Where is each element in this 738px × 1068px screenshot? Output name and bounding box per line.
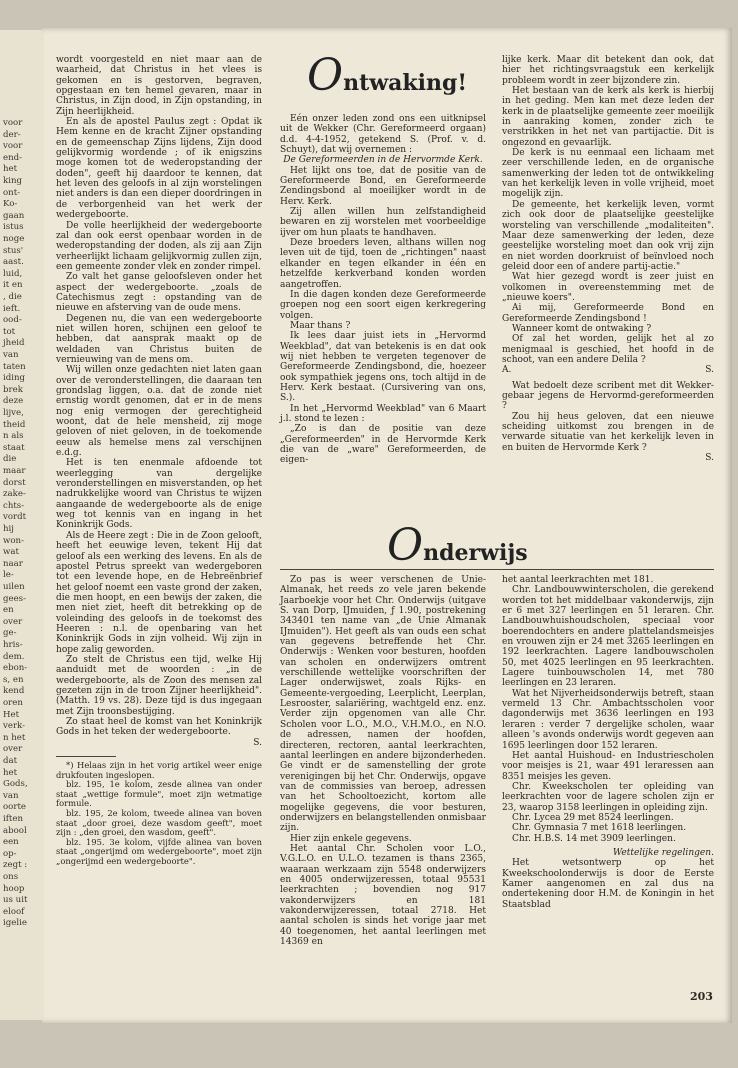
facing-page-fragment: staat [3, 442, 25, 453]
facing-page-fragment: n als [3, 431, 24, 442]
facing-page-edge [0, 30, 43, 1020]
paragraph: lijke kerk. Maar dit betekent dan ook, dat hier het richtingsvraagstuk een kerkelijk probleem wordt in zeer bijzondere zin. [502, 55, 714, 86]
facing-page-fragment: die [3, 454, 17, 465]
paragraph: Wanneer komt de ontwaking ? [512, 323, 652, 334]
signature: S. [253, 737, 262, 748]
paragraph: Hier zijn enkele gegevens. [290, 833, 412, 844]
onderwijs-heading: Onderwijs [387, 520, 528, 571]
signature: S. [705, 453, 714, 464]
facing-page-fragment: over [3, 616, 23, 627]
facing-page-fragment: wat [3, 547, 19, 558]
footnote-rule [56, 756, 116, 757]
facing-page-fragment: van [3, 350, 19, 360]
onderwijs-column-2 [502, 575, 714, 910]
facing-page-fragment: igelie [3, 918, 27, 929]
paragraph: Het aantal Huishoud- en Industriescholen voor meisjes is 21, waar 491 leraressen aan 8351 meisjes les geven. [502, 750, 714, 782]
facing-page-fragment: kend [3, 686, 25, 697]
facing-page-fragment: iding [3, 373, 26, 384]
facing-page-fragment: uilen [3, 582, 25, 592]
paragraph: Deze broeders leven, althans willen nog leven uit de tijd, toen de „richtingen" naast elkander en tegen elkander in één en hetzelfde kerkverband konden worden aangetroffen. [280, 238, 486, 290]
paragraph: Het is ten enenmale afdoende tot weerlegging van dergelijke veronderstellingen en misverstanden, op het nadrukkelijke woord van Christus te wijzen aangaande de wedergeboorte als de enige weg tot kennis van en ingang in het Koninkrijk Gods. [56, 458, 262, 531]
paragraph: wordt voorgesteld en niet maar aan de waarheid, dat Christus in het vlees is gekomen en is gestorven, begraven, opgestaan en ten hemel gevaren, maar in Christus, in Zijn dood, in Zijn opstanding, in Zijn heerlijkheid. [56, 55, 262, 117]
paragraph: Ai mij, Gereformeerde Bond en Gereformeerde Zendingsbond ! [502, 303, 714, 324]
paragraph: Maar thans ? [290, 320, 351, 331]
facing-page-fragment: ood- [3, 315, 22, 326]
paragraph: De volle heerlijkheid der wedergeboorte zal dan ook eerst openbaar worden in de wederopstanding der doden, als zij aan Zijn verheerlijkt lichaam gelijkvormig zullen zijn, een gemeente zonder vlek en zonder rimpel. [56, 220, 262, 272]
paragraph: Zou hij heus geloven, dat een nieuwe scheiding uitkomst zou brengen in de verwarde situatie van het kerkelijk leven in en buiten de Hervormde Kerk ? [502, 411, 714, 453]
paragraph: En als de apostel Paulus zegt : Opdat ik Hem kenne en de kracht Zijner opstanding en de gemeenschap Zijns lijdens, Zijn dood gelijkvormig wordende ; of ik enigszins moge komen tot de wederopstanding der doden", geeft hij daardoor te kennen, dat het leven des geloofs in al zijn worstelingen niet anders is dan een dieper doordringen in de verborgenheid van het werk der wedergeboorte. [56, 117, 262, 221]
facing-page-fragment: le- [3, 570, 14, 581]
footnote: blz. 195, 1e kolom, zesde alinea van onder staat „wettige formule", moet zijn wetmatige formule. [56, 779, 262, 809]
facing-page-fragment: luid, [3, 268, 23, 279]
facing-page-fragment: ont- [3, 187, 21, 198]
paragraph: Het aantal Chr. Scholen voor L.O., V.G.L.O. en U.L.O. tezamen is thans 2365, waaraan werkzaam zijn 5548 onderwijzers en 4005 onderwijzeressen, totaal 95531 leerkrachten ; bovendien nog 917 vakonderwijzers en 181 vakonderwijzeressen, totaal 2718. Het aantal scholen is sinds het vorige jaar met 40 toegenomen, het aantal leerlingen met 14369 en [280, 843, 486, 948]
paragraph: Wat het Nijverheidsonderwijs betreft, staan vermeld 13 Chr. Ambachtsscholen voor dagonderwijs met 3636 leerlingen en 193 leraren : verder 7 dergelijke scholen, waar alleen 's avonds onderwijs wordt gegeven aan 1695 leerlingen door 152 leraren. [502, 688, 714, 751]
facing-page-fragment: it en [3, 280, 23, 291]
paragraph: In die dagen konden deze Gereformeerde groepen nog een soort eigen kerkregering volgen. [280, 289, 486, 321]
facing-page-fragment: n het [3, 732, 26, 743]
facing-page-fragment: voor [3, 118, 23, 128]
facing-page-fragment: theid [3, 419, 26, 430]
facing-page-fragment: ebon- [3, 663, 28, 674]
facing-page-fragment: het [3, 767, 18, 778]
paragraph: Chr. Kweekscholen ter opleiding van leerkrachten voor de lagere scholen zijn er 23, waarop 3158 leerlingen in opleiding zijn. [502, 781, 714, 813]
facing-page-fragment: end- [3, 152, 23, 163]
statistic-line: Chr. Gymnasia 7 met 1618 leerlingen. [512, 823, 687, 834]
facing-page-fragment: der- [3, 129, 21, 140]
paragraph: Eén onzer leden zond ons een uitknipsel uit de Wekker (Chr. Gereformeerd orgaan) d.d. 4-4-1952, getekend S. (Prof. v. d. Schuyt), dat wij overnemen : [280, 114, 486, 156]
facing-page-fragment: hris- [3, 640, 23, 650]
facing-page-fragment: ons [3, 872, 19, 882]
paragraph: Zo staat heel de komst van het Koninkrijk Gods in het teken der wedergeboorte. [56, 717, 262, 738]
paragraph: Als de Heere zegt : Die in de Zoon gelooft, heeft het eeuwige leven, tekent Hij dat geloof als een werking des levens. En als de apostel Petrus spreekt van wedergeboren tot een levende hope, en de Hebreënbrief het geloof noemt een vaste grond der zaken, die men hoopt, en een bewijs der zaken, die men niet ziet, heeft dit betrekking op de voleinding des geloofs in de toekomst des Heeren : n.l. de openbaring van het Koninkrijk Gods in zijn volheid. Wij zijn in hope zalig geworden. [56, 530, 262, 655]
paragraph: In het „Hervormd Weekblad" van 6 Maart j.l. stond te lezen : [280, 403, 486, 424]
facing-page-fragment: s, en [3, 674, 24, 685]
facing-page-fragment: over [3, 744, 23, 755]
facing-page-fragment: tot [3, 326, 16, 337]
page-number: 203 [690, 990, 713, 1003]
facing-page-fragment: zake- [3, 489, 26, 500]
article-column-1 [56, 55, 262, 867]
facing-page-fragment: op- [3, 848, 17, 859]
facing-page-fragment: hij [3, 524, 14, 534]
signature: A. S. [502, 365, 714, 376]
facing-page-fragment: king [3, 176, 22, 186]
paragraph: „Zo is dan de positie van deze „Gereformeerden" in de Hervormde Kerk die van de „ware" Gereformeerden, de eigen- [280, 424, 486, 466]
facing-page-fragment: Gods, [3, 779, 28, 790]
statistic-line: Chr. Lycea 29 met 8524 leerlingen. [512, 812, 674, 823]
paragraph: Zij allen willen hun zelfstandigheid bewaren en zij worstelen met voorbeeldige ijver om hun plaats te handhaven. [280, 207, 486, 238]
footnote: blz. 195. 3e kolom, vijfde alinea van boven staat „ongerijmd om wedergeboorte", moet zijn „ongerijmd een wedergeboorte". [56, 836, 262, 866]
paragraph: Het wetsontwerp op het Kweekschoolonderwijs is door de Eerste Kamer aangenomen en zal dus na ondertekening door H.M. de Koningin in het Staatsblad [502, 858, 714, 910]
facing-page-fragment: aast. [3, 257, 24, 268]
facing-page-fragment: won- [3, 535, 24, 546]
facing-page-fragment: taten [3, 361, 26, 372]
paragraph: Het bestaan van de kerk als kerk is hierbij in het geding. Men kan met deze leden der kerk in de plaatselijke gemeente zeer moeilijk in aanraking komen, zonder zich te verstrikken in het net van partijactie. Dit is ongezond en gevaarlijk. [502, 86, 714, 148]
footnote: *) Helaas zijn in het vorig artikel weer enige drukfouten ingeslopen. [56, 760, 262, 780]
ontwaking-heading: Ontwaking! [307, 50, 468, 101]
facing-page-fragment: eloof [3, 906, 25, 917]
facing-page-fragment: jheid [3, 338, 25, 349]
facing-page-fragment: een [3, 837, 19, 848]
facing-page-fragment: ge- [3, 628, 17, 639]
paragraph: De Gereformeerden in de Hervormde Kerk. [283, 155, 483, 166]
facing-page-fragment: gees- [3, 593, 26, 604]
statistic-line: Chr. H.B.S. 14 met 3909 leerlingen. [512, 833, 676, 844]
facing-page-fragment: stus' [3, 245, 24, 256]
paragraph: Zo stelt de Christus een tijd, welke Hij aanduidt met de woorden : „in de wedergeboorte, als de Zoon des mensen zal gezeten zijn in de troon Zijner heerlijkheid". (Matth. 19 vs. 28). Deze tijd is dus ingegaan met Zijn troonsbestijging. [56, 654, 262, 717]
facing-page-fragment: lijve, [3, 408, 24, 418]
magazine-page [42, 28, 732, 1023]
paragraph: Degenen nu, die van een wedergeboorte niet willen horen, schijnen een geloof te hebben, dat aansprak maakt op de weldaden van Christus buiten de vernieuwing van de mens om. [56, 313, 262, 365]
facing-page-fragment: Ko- [3, 199, 18, 210]
paragraph: het aantal leerkrachten met 181. [502, 575, 654, 585]
paragraph: Wij willen onze gedachten niet laten gaan over de veronderstellingen, die daaraan ten grondslag liggen, o.a. dat de zonde niet ernstig wordt genomen, dat er in de mens nog enig vermogen der gerechtigheid woont, dat de hele mensheid, zij moge geloven of niet geloven, in de toekomende eeuw als hemelse mens zal verschijnen e.d.g. [56, 365, 262, 459]
facing-page-fragment: brek [3, 384, 23, 395]
paragraph: Wat hier gezegd wordt is zeer juist en volkomen in overeenstemming met de „nieuwe koers". [502, 272, 714, 303]
onderwijs-column-1 [280, 575, 486, 947]
facing-page-fragment: , die [3, 292, 22, 302]
paragraph: Zo valt het ganse geloofsleven onder het aspect der wedergeboorte. „zoals de Catechismus zegt : opstanding van de nieuwe en afsterving van de oude mens. [56, 272, 262, 314]
facing-page-fragment: ieft. [3, 303, 21, 314]
facing-page-fragment: zegt : [3, 860, 28, 871]
footnote: blz. 195, 2e kolom, tweede alinea van boven staat „door groei, deze wasdom geeft", moet zijn : „den groei, den wasdom, geeft". [56, 808, 262, 838]
facing-page-fragment: oren [3, 698, 23, 708]
paragraph: Het lijkt ons toe, dat de positie van de Gereformeerde Bond, en Gereformeerde Zendingsbond al moeilijker wordt in de Herv. Kerk. [280, 165, 486, 207]
facing-page-fragment: noge [3, 234, 25, 244]
facing-page-fragment: dem. [3, 651, 25, 662]
paragraph: Chr. Landbouwwinterscholen, die gerekend worden tot het middelbaar vakonderwijs, zijn er 6 met 327 leerlingen en 51 leraren. Chr. Landbouwhuishoudscholen, speciaal voor boerendochters en andere plattelandsmeisjes en vrouwen zijn er 24 met 3265 leerlingen en 192 leerkrachten. Lagere landbouwscholen 50, met 4025 leerlingen en 95 leerkrachten. Lagere tuinbouwscholen 14, met 780 leerlingen en 23 leraren. [502, 585, 714, 689]
subheading: Wettelijke regelingen. [612, 847, 714, 858]
facing-page-fragment: hoop [3, 883, 25, 894]
facing-page-fragment: us uit [3, 895, 28, 906]
facing-page-fragment: dorst [3, 477, 26, 488]
facing-page-fragment: voor [3, 141, 23, 152]
facing-page-fragment: gaan [3, 210, 25, 221]
paragraph: Zo pas is weer verschenen de Unie-Almanak, het reeds zo vele jaren bekende Jaarboekje voor het Chr. Onderwijs (uitgave S. van Dorp, IJmuiden, ƒ 1.90, postrekening 343401 ten name van „de Unie Almanak IJmuiden"). Het geeft als van ouds een schat van gegevens betreffende het Chr. Onderwijs : Wenken voor besturen, hoofden van scholen en onderwijzers omtrent verschillende wettelijke voorschriften der Lager onderwijswet, zoals Rijks- en Gemeente-vergoeding, Leerplicht, Leerplan, Lesrooster, salariëring, wachtgeld enz. enz. Verder zijn opgenomen van alle Chr. Scholen voor L.O., M.O., V.H.M.O., en N.O. de adressen, namen der hoofden, directeren, rectoren, aantal leerkrachten, aantal leerlingen en andere bijzonderheden. Ge vindt er de samenstelling der grote verenigingen bij het Chr. Onderwijs, opgave van de commissies van beroep, adressen van het Schooltoezicht, kortom alle mogelijke gegevens, die voor besturen, onderwijzers en belangstellenden onmisbaar zijn. [280, 575, 486, 834]
facing-page-fragment: dat [3, 756, 18, 766]
facing-page-fragment: abool [3, 825, 27, 836]
facing-page-fragment: iften [3, 814, 24, 824]
facing-page-fragment: istus [3, 222, 24, 233]
facing-page-fragment: het [3, 164, 18, 175]
facing-page-fragment: en [3, 605, 14, 616]
paragraph: Of zal het worden, gelijk het al zo menigmaal is geschied, het hoofd in de schoot, van een andere Delila ? [502, 334, 714, 365]
facing-page-fragment: Het [3, 709, 20, 720]
facing-page-fragment: verk- [3, 721, 26, 732]
ontwaking-column-continued [502, 55, 714, 463]
paragraph: Wat bedoelt deze scribent met dit Wekker-gebaar jegens de Hervormd-gereformeerden ? [502, 380, 714, 412]
paragraph: Ik lees daar juist iets in „Hervormd Weekblad", dat van betekenis is en dat ook wij niet hebben te vergeten tegenover de Gereformeerde Zendingsbond, die, hoezeer ook sympathiek jegens ons, toch altijd in de Herv. Kerk bestaat. (Cursivering van ons, S.). [280, 331, 486, 404]
facing-page-fragment: chts- [3, 500, 25, 511]
ontwaking-column [280, 114, 486, 466]
facing-page-fragment: van [3, 790, 19, 801]
facing-page-fragment: maar [3, 466, 26, 476]
paragraph: De gemeente, het kerkelijk leven, vormt zich ook door de plaatselijke geestelijke worsteling van verschillende „modaliteiten". Maar deze samenwerking der leden, deze geestelijke worsteling moet dan ook vrij zijn en niet worden doorkruist of beïnvloed noch geleid door een of andere partij-actie." [502, 199, 714, 272]
facing-page-fragment: naar [3, 558, 23, 569]
facing-page-fragment: vordt [3, 512, 27, 523]
facing-page-fragment: deze [3, 396, 24, 407]
paragraph: De kerk is nu eenmaal een lichaam met zeer verschillende leden, en de organische samenwerking der leden tot de ontwikkeling van het kerkelijk leven in volle vrijheid, moet mogelijk zijn. [502, 148, 714, 200]
facing-page-fragment: oorte [3, 802, 26, 813]
